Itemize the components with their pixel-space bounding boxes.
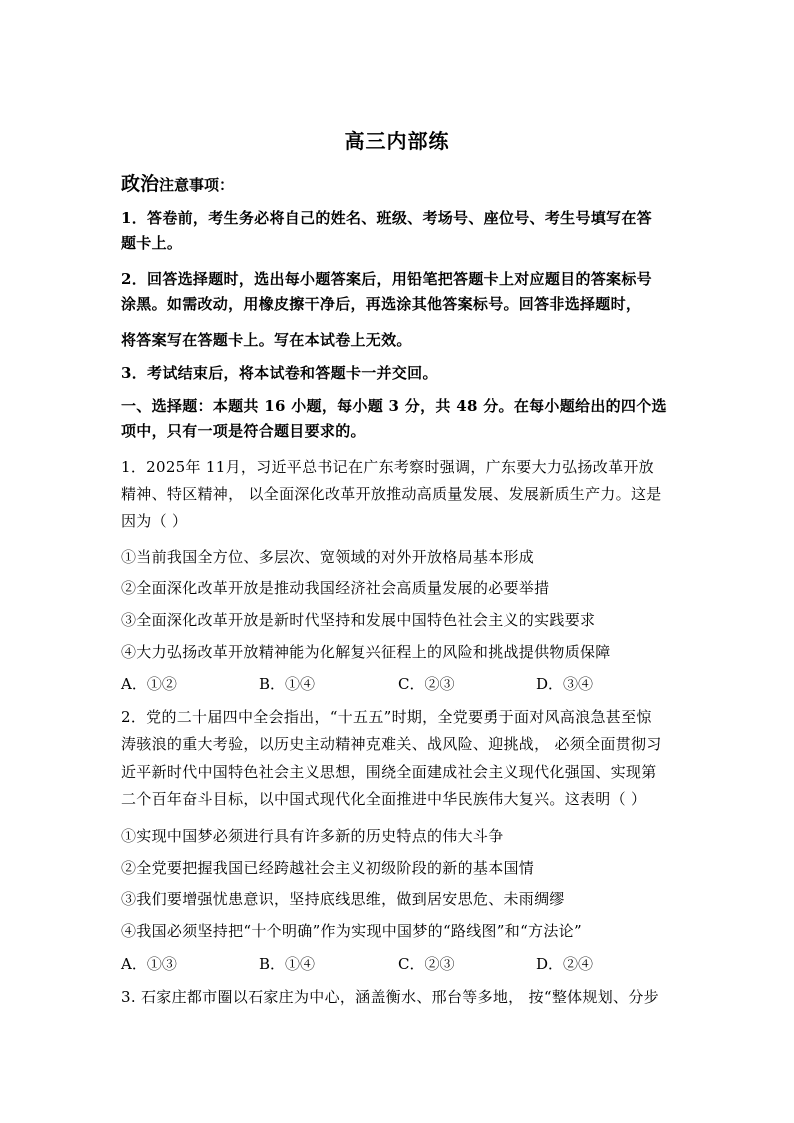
q1-item-2: ②全面深化改革开放是推动我国经济社会高质量发展的必要举措 [121, 579, 550, 597]
q2-option-c: C．②③ [398, 955, 455, 973]
subject-label: 政治 [121, 173, 160, 195]
q2-stem-line-3: 近平新时代中国特色社会主义思想，围绕全面建成社会主义现代化强国、实现第 [121, 763, 657, 781]
notice-3-line-1: 3．考试结束后，将本试卷和答题卡一并交回。 [121, 364, 438, 382]
notice-2-line-3: 将答案写在答题卡上。写在本试卷上无效。 [121, 331, 412, 349]
page-title: 高三内部练 [344, 129, 450, 153]
notice-2-line-1: 2．回答选择题时，选出每小题答案后，用铅笔把答题卡上对应题目的答案标号 [121, 270, 652, 288]
q1-stem-line-2: 精神、特区精神， 以全面深化改革开放推动高质量发展、发展新质生产力。这是 [121, 485, 662, 503]
q1-option-d: D．③④ [536, 675, 594, 693]
q2-item-2: ②全党要把握我国已经跨越社会主义初级阶段的新的基本国情 [121, 859, 535, 877]
notice-1-line-1: 1．答卷前，考生务必将自己的姓名、班级、考场号、座位号、考生号填写在答 [121, 209, 652, 227]
q1-stem-line-1: 1．2025年 11月，习近平总书记在广东考察时强调，广东要大力弘扬改革开放 [121, 458, 654, 476]
q1-item-4: ④大力弘扬改革开放精神能为化解复兴征程上的风险和挑战提供物质保障 [121, 643, 611, 661]
q3-stem-line-1: 3. 石家庄都市圈以石家庄为中心，涵盖衡水、邢台等多地， 按“整体规划、分步 [121, 988, 659, 1006]
q2-item-4: ④我国必须坚持把“十个明确”作为实现中国梦的“路线图”和“方法论” [121, 922, 582, 940]
q1-item-3: ③全面深化改革开放是新时代坚持和发展中国特色社会主义的实践要求 [121, 611, 596, 629]
q2-stem-line-1: 2．党的二十届四中全会指出，“十五五”时期，全党要勇于面对风高浪急甚至惊 [121, 708, 652, 726]
q2-item-3: ③我们要增强忧患意识，坚持底线思维，做到居安思危、未雨绸缪 [121, 890, 565, 908]
notice-1-line-2: 题卡上。 [121, 234, 183, 252]
q1-item-1: ①当前我国全方位、多层次、宽领域的对外开放格局基本形成 [121, 548, 535, 566]
notice-2-line-2: 涂黑。如需改动，用橡皮擦干净后，再选涂其他答案标号。回答非选择题时， [121, 295, 642, 313]
q2-item-1: ①实现中国梦必须进行具有许多新的历史特点的伟大斗争 [121, 827, 504, 845]
section-heading-line-2: 项中，只有一项是符合题目要求的。 [121, 422, 366, 440]
subject-heading-row [121, 172, 234, 197]
q1-option-b: B．①④ [259, 675, 316, 693]
q1-option-c: C．②③ [398, 675, 455, 693]
q2-stem-line-2: 涛骇浪的重大考验，以历史主动精神克难关、战风险、迎挑战， 必须全面贯彻习 [121, 735, 662, 753]
q1-option-a: A．①② [121, 675, 177, 693]
q2-option-d: D．②④ [536, 955, 594, 973]
notice-heading: 注意事项： [159, 176, 235, 194]
section-heading-line-1: 一、选择题：本题共 16 小题，每小题 3 分，共 48 分。在每小题给出的四个选 [121, 397, 667, 415]
q2-option-a: A．①③ [121, 955, 177, 973]
q2-option-b: B．①④ [259, 955, 316, 973]
q1-stem-line-3: 因为（ ） [121, 512, 188, 530]
q2-stem-line-4: 二个百年奋斗目标，以中国式现代化全面推进中华民族伟大复兴。这表明（ ） [121, 790, 647, 808]
